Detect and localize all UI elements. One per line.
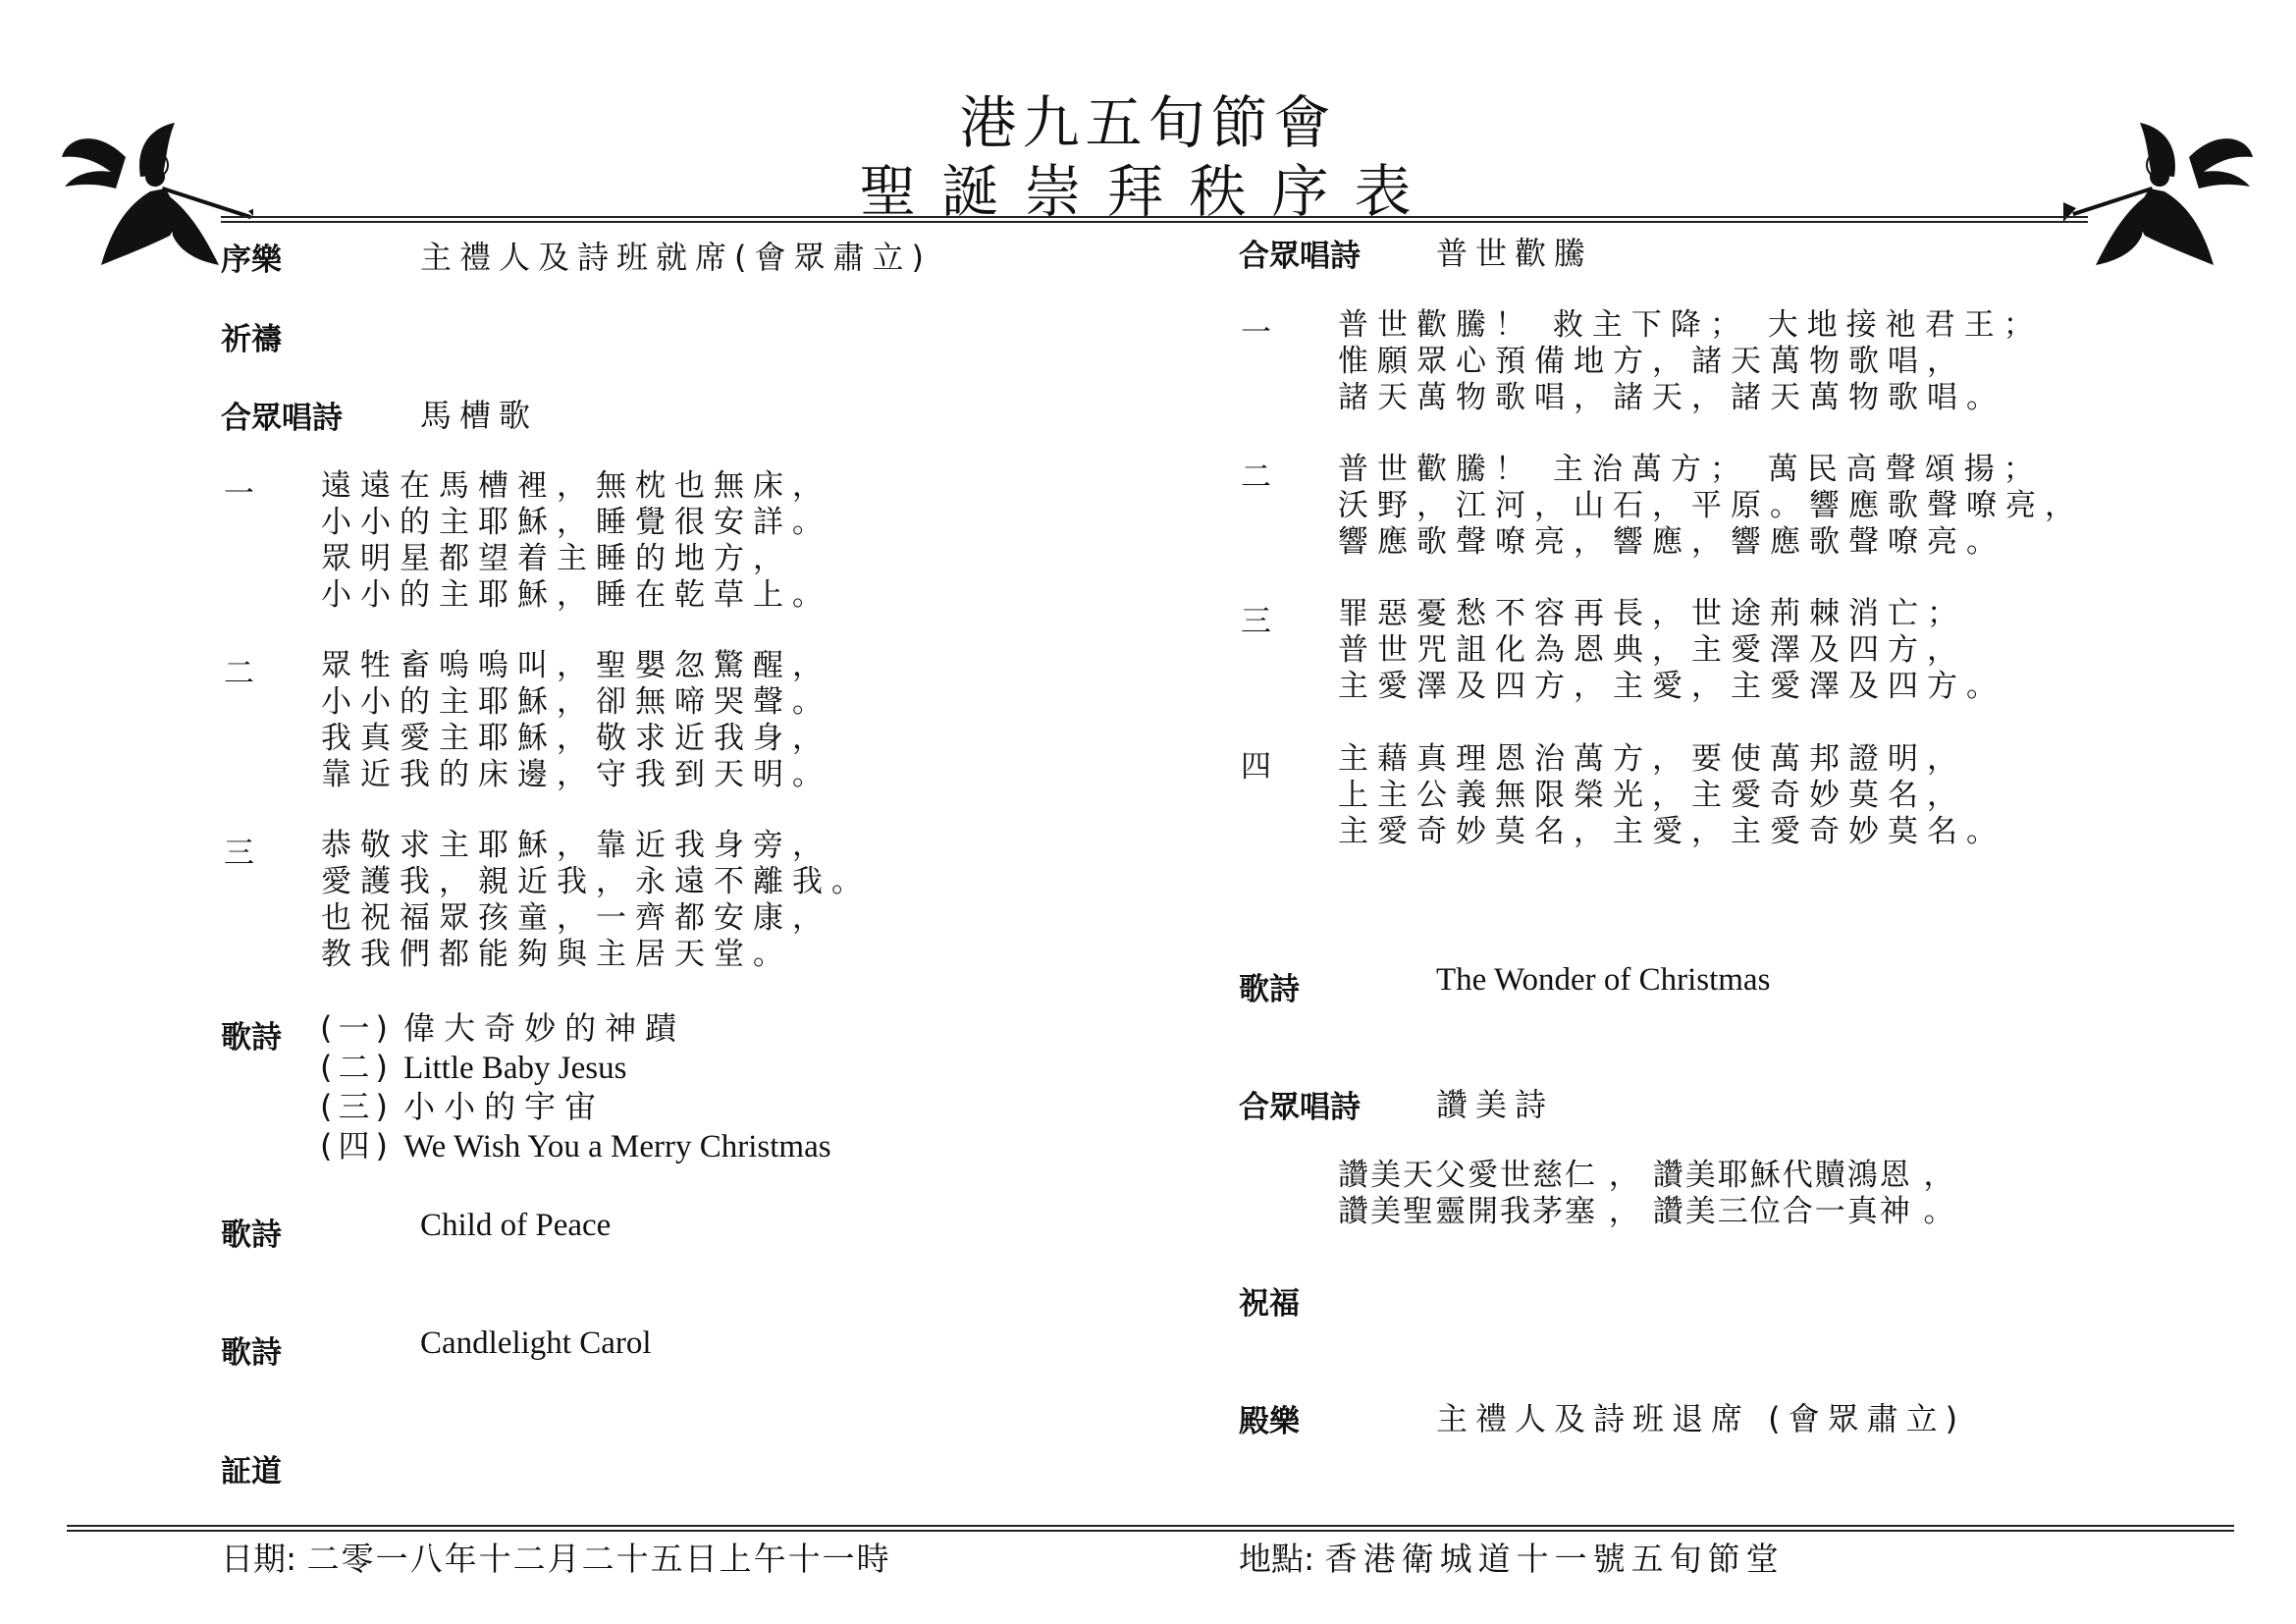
- verse-line: 普世歡騰！ 救主下降； 大地接祂君王；: [1338, 307, 2043, 343]
- page-title: 港九五旬節會: [959, 89, 1337, 156]
- verse-line: 眾牲畜嗚嗚叫，聖嬰忽驚醒，: [321, 648, 831, 683]
- list-item: (二) Little Baby Jesus: [320, 1049, 627, 1086]
- verse-line: 普世歡騰！ 主治萬方； 萬民高聲頌揚；: [1338, 452, 2043, 487]
- song3-label: 歌詩: [221, 1335, 282, 1371]
- list-item: (三) 小小的宇宙: [320, 1088, 606, 1125]
- hymn1-label: 合眾唱詩: [221, 401, 343, 436]
- hymn3-label: 合眾唱詩: [1239, 1090, 1361, 1125]
- hymn2-title: 普世歡騰: [1436, 235, 1594, 272]
- verse-lines: [1338, 596, 2005, 705]
- verse-line: 主藉真理恩治萬方，要使萬邦證明，: [1338, 741, 1966, 777]
- prelude-text: 主禮人及詩班就席(會眾肅立): [420, 239, 932, 276]
- songs-list: [320, 1008, 831, 1165]
- verse-line: 讚美聖靈開我茅塞 ， 讚美三位合一真神 。: [1338, 1194, 1956, 1229]
- verse-line: 主愛澤及四方，主愛，主愛澤及四方。: [1338, 669, 2005, 704]
- verse-line: 我真愛主耶穌，敬求近我身，: [321, 721, 831, 756]
- verse-number: 四: [1241, 749, 1271, 785]
- footer-date: [221, 1534, 891, 1580]
- prayer-label: 祈禱: [221, 322, 282, 357]
- postlude-label: 殿樂: [1239, 1404, 1300, 1439]
- list-item: (四) We Wish You a Merry Christmas: [320, 1127, 831, 1164]
- verse-line: 恭敬求主耶穌，靠近我身旁，: [321, 828, 831, 863]
- verse-line: 惟願眾心預備地方，諸天萬物歌唱，: [1338, 344, 1966, 379]
- songs-label: 歌詩: [221, 1020, 282, 1056]
- hymn2-label: 合眾唱詩: [1239, 239, 1361, 274]
- verse-number: 一: [1241, 315, 1271, 351]
- verse-line: 普世咒詛化為恩典，主愛澤及四方，: [1338, 632, 1966, 668]
- header-rule: [221, 216, 2088, 223]
- verse-number: 二: [224, 656, 254, 691]
- verse-line: 教我們都能夠與主居天堂。: [321, 937, 792, 972]
- footer-rule: [67, 1525, 2234, 1532]
- verse-line: 罪惡憂愁不容再長，世途荊棘消亡；: [1338, 596, 1966, 631]
- verse-line: 諸天萬物歌唱，諸天，諸天萬物歌唱。: [1338, 380, 2005, 415]
- footer-venue: [1239, 1534, 1785, 1580]
- verse-line: 小小的主耶穌，睡在乾草上。: [321, 577, 831, 613]
- prelude-label: 序樂: [221, 243, 282, 278]
- verse-number: 三: [1241, 604, 1271, 639]
- song2-label: 歌詩: [221, 1218, 282, 1253]
- venue-label: 地點:: [1239, 1540, 1315, 1578]
- list-item: (一) 偉大奇妙的神蹟: [320, 1009, 686, 1047]
- verse-line: 沃野，江河，山石，平原。響應歌聲嘹亮，: [1338, 488, 2084, 523]
- verse-line: 上主公義無限榮光，主愛奇妙莫名，: [1338, 778, 1966, 813]
- verse-lines: [321, 468, 831, 614]
- verse-lines: [1338, 452, 2084, 561]
- verse-line: 眾明星都望着主睡的地方，: [321, 541, 792, 576]
- verse-line: 遠遠在馬槽裡，無枕也無床，: [321, 468, 831, 504]
- verse-lines: [321, 828, 871, 973]
- verse-line: 讚美天父愛世慈仁 ， 讚美耶穌代贖鴻恩 ，: [1338, 1158, 1956, 1193]
- hymn3-title: 讚美詩: [1436, 1086, 1555, 1123]
- verse-line: 主愛奇妙莫名，主愛，主愛奇妙莫名。: [1338, 814, 2005, 849]
- benediction-label: 祝福: [1239, 1286, 1300, 1322]
- song2-title: Child of Peace: [420, 1208, 612, 1243]
- verse-lines: [1338, 741, 2005, 850]
- verse-lines: [321, 648, 831, 793]
- hymn3-lines: [1338, 1157, 1956, 1229]
- date-label: 日期:: [221, 1540, 297, 1578]
- verse-line: 小小的主耶穌，睡覺很安詳。: [321, 505, 831, 540]
- verse-line: 靠近我的床邊，守我到天明。: [321, 757, 831, 792]
- verse-number: 二: [1241, 460, 1271, 495]
- postlude-text: 主禮人及詩班退席 (會眾肅立): [1436, 1400, 1966, 1437]
- sermon-label: 証道: [221, 1454, 282, 1489]
- song4-label: 歌詩: [1239, 972, 1300, 1007]
- angel-trumpet-icon: [2061, 118, 2258, 280]
- verse-line: 愛護我，親近我，永遠不離我。: [321, 864, 871, 899]
- verse-lines: [1338, 307, 2043, 416]
- verse-line: 響應歌聲嘹亮，響應，響應歌聲嘹亮。: [1338, 524, 2005, 560]
- venue-value: 香港衛城道十一號五旬節堂: [1324, 1540, 1785, 1578]
- verse-line: 也祝福眾孩童，一齊都安康，: [321, 900, 831, 936]
- song4-title: The Wonder of Christmas: [1436, 962, 1771, 998]
- hymn1-title: 馬槽歌: [420, 397, 539, 434]
- date-value: 二零一八年十二月二十五日上午十一時: [306, 1540, 891, 1578]
- page-subtitle: 聖誕崇拜秩序表: [859, 158, 1437, 225]
- verse-number: 三: [224, 836, 254, 871]
- verse-line: 小小的主耶穌，卻無啼哭聲。: [321, 684, 831, 720]
- verse-number: 一: [224, 476, 254, 512]
- song3-title: Candlelight Carol: [420, 1326, 652, 1361]
